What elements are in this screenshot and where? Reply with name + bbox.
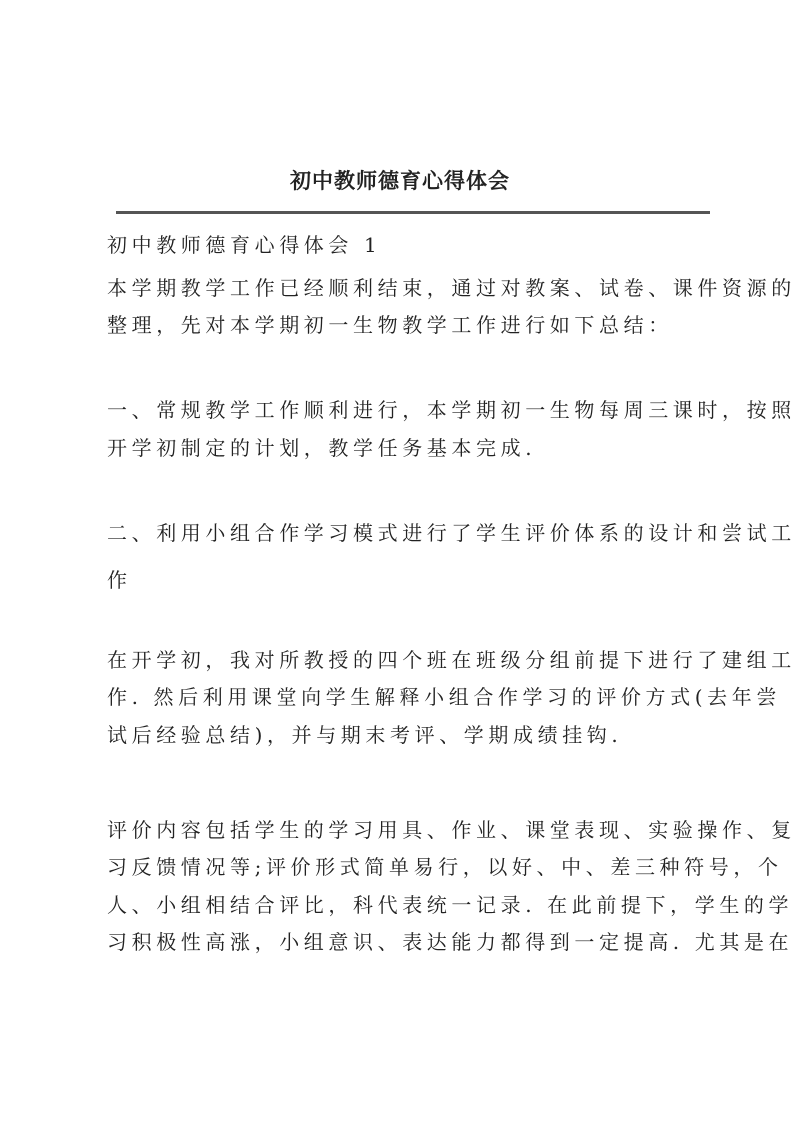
paragraph-line: 习积极性高涨，小组意识、表达能力都得到一定提高. 尤其是在 xyxy=(107,930,794,954)
paragraph-line: 作 xyxy=(107,568,132,592)
paragraph-line: 习反馈情况等;评价形式简单易行，以好、中、差三种符号，个 xyxy=(107,855,783,879)
paragraph-line: 开学初制定的计划，教学任务基本完成. xyxy=(107,436,537,460)
paragraph-line: 评价内容包括学生的学习用具、作业、课堂表现、实验操作、复 xyxy=(107,818,796,842)
paragraph-line: 二、利用小组合作学习模式进行了学生评价体系的设计和尝试工 xyxy=(107,521,796,545)
title-divider xyxy=(116,211,710,214)
paragraph-line: 整理，先对本学期初一生物教学工作进行如下总结： xyxy=(107,313,673,337)
paragraph-line: 本学期教学工作已经顺利结束，通过对教案、试卷、课件资源的 xyxy=(107,276,796,300)
section-heading: 初中教师德育心得体会 1 xyxy=(107,233,382,257)
paragraph-line: 人、小组相结合评比，科代表统一记录. 在此前提下，学生的学 xyxy=(107,893,794,917)
document-title: 初中教师德育心得体会 xyxy=(290,168,510,193)
paragraph-line: 一、常规教学工作顺利进行，本学期初一生物每周三课时，按照 xyxy=(107,398,796,422)
paragraph-line: 作. 然后利用课堂向学生解释小组合作学习的评价方式(去年尝 xyxy=(107,685,781,709)
paragraph-line: 在开学初，我对所教授的四个班在班级分组前提下进行了建组工 xyxy=(107,648,796,672)
paragraph-line: 试后经验总结)，并与期末考评、学期成绩挂钩. xyxy=(107,723,623,747)
